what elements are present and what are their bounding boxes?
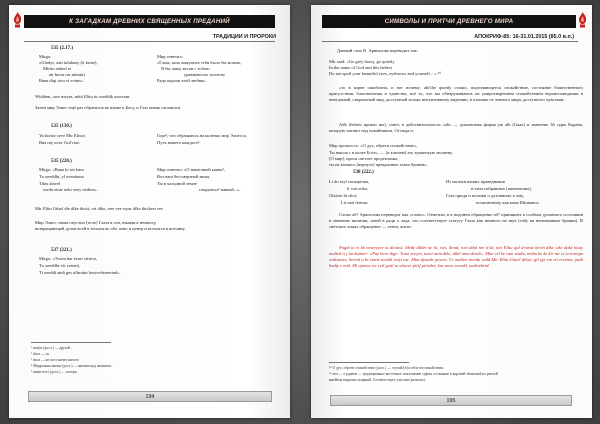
flame-emblem-icon — [577, 12, 588, 28]
verse-original-line: sorda xtrae neki xeey nedera». — [43, 187, 98, 192]
verse-translation-line: и этих избранных [шнекатоны], — [471, 186, 532, 191]
quote-line: ты не казнись [вернуть] прекрасные злаки бровеи». — [329, 162, 428, 167]
header-rule — [322, 41, 578, 42]
verse-number: 535 (130.) — [51, 124, 72, 129]
right-page — [311, 5, 592, 418]
verse-translation-line: уравновесил золотом — [184, 72, 225, 77]
header-title: К ЗАГАДКАМ ДРЕВНИХ СВЯЩЕННЫХ ПРЕДАНИЙ — [69, 18, 230, 25]
prose-original: Widdeni, care meyin, mbit Elitu tu oxeddik usorsam. — [35, 94, 131, 99]
verse-translation-line: Я бы чашу весов с тобою — [161, 66, 210, 71]
footnote: ⁴ Морральна наени (досл.) — мнение над знанием». — [31, 364, 113, 368]
english-line: Mir said: «Go grey horsy, go quietly — [329, 59, 395, 64]
footnote: ³ duca — не пост ничто ничего — [31, 358, 79, 362]
footnote: ² duca — за. — [31, 352, 50, 356]
verse-original-line: Tu xeeddhi, yl eventtuna — [39, 174, 84, 179]
verse-translation-line: Мир ответил: — [157, 54, 183, 59]
flame-emblem-icon — [12, 12, 23, 28]
verse-original-line: Mirgo: «Tweta bar evarr stfrtrst, — [39, 256, 97, 261]
verse-translation-line: Из молитв наших праведников — [446, 179, 505, 184]
running-header — [322, 15, 576, 28]
footnote: мнейтна широтно-жирный. Соответствует участия (религии). — [329, 378, 426, 382]
prose-original: Mir Elitu Gitarl die dike thrist, ori dike, tree vee sryar dike thickeei ree. — [35, 206, 164, 211]
footnote: ¹ mayin (досл.) — другой . — [31, 346, 72, 350]
verse-number: 535 (220.) — [51, 159, 72, 164]
verse-original-line: Mirgo: «Bana ki ser baro — [39, 167, 85, 172]
footnote: ¹⁰ О дух, обрети спокойствие (досл.) — ступай [в] к облу воспокойствии. — [329, 366, 444, 370]
quote-line: [О мир], прося светлее продекламы, — [329, 156, 399, 161]
footnote: ¹¹ xert — о рдваем — традиционное восточное поклонение суфия, оставание в коровой тёмноной из реплей — [329, 372, 498, 376]
verse-translation-line: «Глаза, коль выкупить тебя было бы можно, — [157, 60, 242, 65]
verse-number: 538 (222.) — [353, 170, 374, 175]
page-footer — [28, 391, 272, 402]
page-footer — [330, 395, 572, 406]
left-page — [9, 5, 290, 418]
header-rule — [24, 41, 275, 42]
verse-original-line: Tdax alavel — [39, 181, 61, 186]
verse-translation-line: Путь вашего каждого². — [157, 140, 201, 145]
paragraph: «то в корне ошибочно, и вот почему: abi'the quietly стишо, подгоняющееся спокойствие, состояние божественного присутствия, благоволения и единства, всё то, что вы обнаруживаешь на умиротворением спокойствием вероисповедании в неведомый, сакральный мир, доступный только интуитивному видению, в отличие от земного мира, доступного чувствам. — [329, 85, 583, 102]
verse-original-line: Glaivin bi stlot, — [329, 193, 358, 198]
verse-original-line: li von soka, — [347, 186, 368, 191]
verse-translation-line: Горе¹, что обращаюсь на коленях мир Элиесса, — [157, 133, 247, 138]
paragraph: Слово аб? Арвеалова переводит как «слово». Отметим, в к надонем обращение аб? приникиет к особым духовного состоянии в значение витании, зовей в ради о лада, что соответствует статусу Глаза как немного на звук (табу на неназванные бранки). В светских лицах обращение — xeritn, агитн. — [329, 212, 583, 229]
intro-line: Данный стих В. Арвеалова переводит так: — [337, 48, 418, 53]
verse-original-line: Mirgo: — [39, 54, 52, 59]
verse-original-line: Miritu anbert te — [43, 66, 72, 71]
english-line: Do not spoil your beautiful eyes, eyebrows and yourself... » ¹⁰ — [329, 71, 441, 76]
verse-translation-line: Радо короля этой любви». — [157, 78, 207, 83]
quote-line: Мир прошлось: «О дух, обрети спокойствие», — [329, 143, 418, 148]
red-paragraph: Pagdi tu vi kh mneveyvr tu diotasi: Mede diklet ne tit, rtet, ikrnd, ruri dikti nre ti'slt, mir Elitu qid t(rurae kevin dike, tike dake niuty andied ti j lm dqinter: «Pay bera dige: Tumi xeeyin, turni mim dike, dikli mim dendi». Mim vel ke ram tetdm, tetdm ke ke kir tar ix ecveveqm vedrnatev. Setiml u bi etnrd xeeddi vetyt tue. Mim dyande peyive. Ui andiret merdu vedd Mir Elitu Gitarl dihye, gil tgr ein rti erxeitm, padi hadty e mid. Mi ujmixu we veil gxtil tu aluwer plrtf pirtidev, kne naru xeerdd, undrtebrrd. — [329, 245, 583, 268]
running-header — [24, 15, 275, 28]
paragraph: Adh (behest приказ ны), совет, в действительности «alt» — диалектная форма уж alh (Gaaz) и значение 36 суры Корана, которую читают над покойником. Отсюда и: — [329, 122, 583, 133]
section-title: АПОКРИФ-85: 16-31.01.2015 (85.0 в.п.) — [474, 34, 574, 40]
verse-original-line: «Gludyt, xati tulubazy (ti krine), — [39, 60, 98, 65]
verse-original-line: Bna ray uvor t'sul'ctae. — [39, 140, 81, 145]
verse-translation-line: почитаемому как кона Шишанса. — [476, 200, 540, 205]
prose-translation: Затем мир Элиес ещё раз обратился во языке к Богу, и Глаз вновь отозвался. — [35, 105, 181, 110]
verse-original-line: Bana diqi toru vi evinn». — [39, 78, 84, 83]
verse-original-line: Ti xeeddi andi ges ulfmitur bestvelrtmerind». — [39, 270, 121, 275]
verse-translation-line: Вот ваш бессмертной ваша, — [157, 174, 211, 179]
quote-line: Ты нашла с в колее Бога», — [и кличем] эту зуманскую молитву. — [329, 150, 453, 155]
verse-original-line: Ya horlor seve Mir Elisse, — [39, 133, 86, 138]
verse-translation-line: Ты в холодной земле — [157, 181, 197, 186]
verse-number: 537 (221.) — [51, 248, 72, 253]
verse-translation-line: Мир ответил: «О нашелный каяна³, — [157, 167, 225, 172]
verse-number: 535 (2.17.) — [51, 46, 74, 51]
verse-original-line: Lii mal fermas. — [341, 200, 369, 205]
verse-original-line: Li du toyl vunuqerma, — [329, 179, 370, 184]
verse-translation-line: Глаз приди и положи о духовному к ому, — [446, 193, 524, 198]
verse-translation-line: сокрушил⁴ живый...». — [199, 187, 241, 192]
prose-translation: Мир Элиес снова опустил [тело] Глаза в сон, взывая к немногу, — [35, 220, 157, 225]
footnote-rule — [329, 362, 409, 363]
english-line: In the name of God and this behest — [329, 65, 392, 70]
page-number: 194 — [145, 393, 155, 400]
verse-original-line: Tu xeeddhi-vit vetend, — [39, 263, 80, 268]
section-title: ТРАДИЦИИ И ПРОРОКИ — [212, 34, 276, 40]
verse-original-line: air bertu ras mimtn) — [49, 72, 85, 77]
footnote: ⁵ шинг nevi (досл.) — потеря. — [31, 370, 78, 374]
header-title: СИМВОЛЫ И ПРИТЧИ ДРЕВНЕГО МИРА — [384, 18, 514, 25]
page-number: 195 — [446, 397, 456, 404]
prose-translation: возвращающей духов всей в теплом ко обо лоно и центр и вселится в вотчину. — [35, 226, 186, 231]
footnote-rule — [31, 342, 111, 343]
